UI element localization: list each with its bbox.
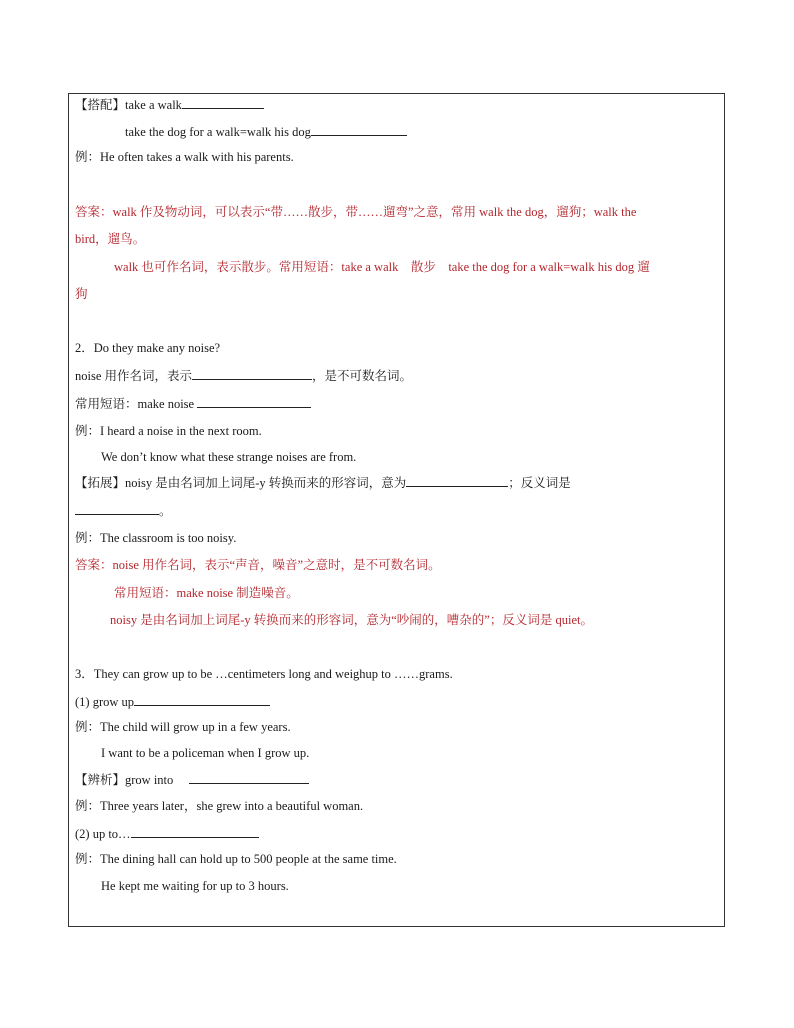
example-sentence: I want to be a policeman when I grow up. <box>101 746 310 760</box>
example-sentence: 例：I heard a noise in the next room. <box>75 424 262 438</box>
example-sentence: He kept me waiting for up to 3 hours. <box>101 879 289 893</box>
answer-blank[interactable] <box>192 367 312 380</box>
answer-blank[interactable] <box>406 474 508 487</box>
answer-text: 答案：noise 用作名词，表示“声音，噪音”之意时，是不可数名词。 <box>75 558 441 572</box>
collocation-line-2 <box>125 123 407 140</box>
extension-line-2 <box>75 502 172 519</box>
example-sentence: 例：Three years later，she grew into a beautiful woman. <box>75 799 364 813</box>
collocation-text: 【搭配】take a walk <box>75 98 182 112</box>
answer-blank[interactable] <box>189 771 309 784</box>
extension-text-end: ；反义词是 <box>508 476 571 490</box>
phrase-line <box>75 395 311 412</box>
collocation-text-2: take the dog for a walk=walk his dog <box>125 125 311 139</box>
answer-blank[interactable] <box>134 693 270 706</box>
answer-text: 常用短语：make noise 制造噪音。 <box>114 586 299 600</box>
distinguish-line <box>75 771 309 788</box>
phrase-text: 常用短语：make noise <box>75 397 195 411</box>
example-sentence: 例：He often takes a walk with his parents. <box>75 150 294 164</box>
example-sentence: We don’t know what these strange noises are from. <box>101 450 357 464</box>
extension-line <box>75 474 571 491</box>
section-title: 2．Do they make any noise? <box>75 341 221 355</box>
distinguish-text: 【辨析】grow into <box>75 773 174 787</box>
answer-text: bird，遛鸟。 <box>75 232 146 246</box>
phrase-text: (2) up to… <box>75 827 131 841</box>
answer-text: 答案：walk 作及物动词，可以表示“带……散步，带……遛弯”之意，常用 walk the dog，遛狗；walk the <box>75 205 637 219</box>
extension-period: 。 <box>159 504 172 518</box>
answer-text: noisy 是由名词加上词尾-y 转换而来的形容词，意为“吵闹的，嘈杂的”；反义词是 quiet。 <box>110 613 593 627</box>
example-sentence: 例：The classroom is too noisy. <box>75 531 237 545</box>
answer-blank[interactable] <box>131 825 259 838</box>
answer-blank[interactable] <box>197 395 311 408</box>
phrase-line <box>75 825 259 842</box>
collocation-line <box>75 96 264 113</box>
answer-text: 狗 <box>75 287 88 301</box>
answer-text: walk 也可作名词，表示散步。常用短语：take a walk 散步 take the dog for a walk=walk his dog 遛 <box>114 260 650 274</box>
answer-blank[interactable] <box>75 502 159 515</box>
example-sentence: 例：The dining hall can hold up to 500 people at the same time. <box>75 852 397 866</box>
definition-line <box>75 367 412 384</box>
phrase-text: (1) grow up <box>75 695 135 709</box>
section-title: 3．They can grow up to be …centimeters long and weighup to ……grams. <box>75 667 453 681</box>
example-sentence: 例：The child will grow up in a few years. <box>75 720 291 734</box>
definition-text-end: ，是不可数名词。 <box>312 369 413 383</box>
answer-blank[interactable] <box>182 96 264 109</box>
definition-text: noise 用作名词，表示 <box>75 369 193 383</box>
answer-blank[interactable] <box>311 123 407 136</box>
phrase-line <box>75 693 270 710</box>
extension-text: 【拓展】noisy 是由名词加上词尾-y 转换而来的形容词，意为 <box>75 476 407 490</box>
